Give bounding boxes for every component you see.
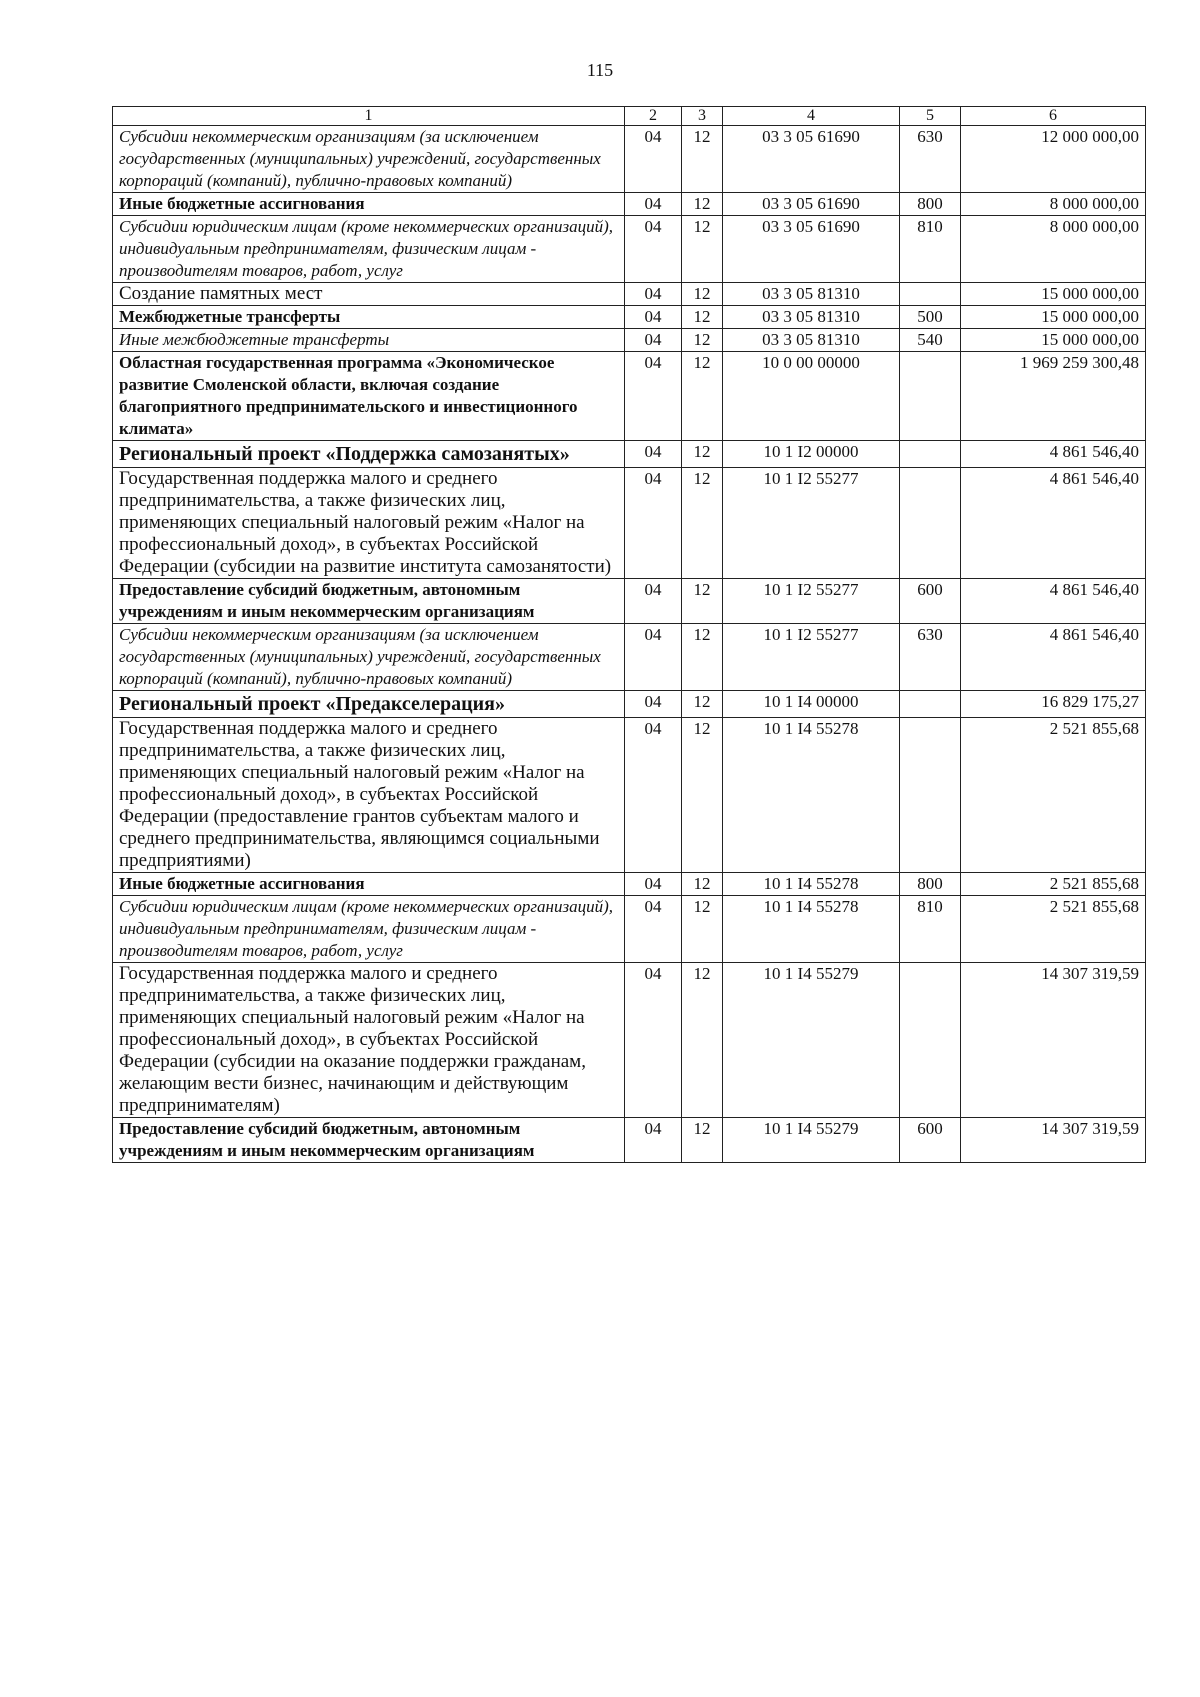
- table-row: [113, 1118, 1146, 1163]
- expense-type-cell: 540: [900, 329, 961, 352]
- row-name-cell: Иные бюджетные ассигнования: [113, 193, 625, 216]
- target-article-cell: 10 1 I4 55278: [723, 896, 900, 963]
- amount-cell: 15 000 000,00: [961, 306, 1146, 329]
- amount-cell: 2 521 855,68: [961, 896, 1146, 963]
- subsection-code-cell: 12: [682, 468, 723, 579]
- amount-cell: 2 521 855,68: [961, 718, 1146, 873]
- amount-cell: 8 000 000,00: [961, 216, 1146, 283]
- table-row: [113, 718, 1146, 873]
- table-row: [113, 329, 1146, 352]
- target-article-cell: 03 3 05 61690: [723, 126, 900, 193]
- table-row: [113, 896, 1146, 963]
- section-code-cell: 04: [625, 1118, 682, 1163]
- table-row: [113, 193, 1146, 216]
- subsection-code-cell: 12: [682, 873, 723, 896]
- target-article-cell: 03 3 05 61690: [723, 216, 900, 283]
- expense-type-cell: [900, 691, 961, 718]
- amount-cell: 4 861 546,40: [961, 624, 1146, 691]
- target-article-cell: 03 3 05 61690: [723, 193, 900, 216]
- row-name-cell: Межбюджетные трансферты: [113, 306, 625, 329]
- target-article-cell: 03 3 05 81310: [723, 283, 900, 306]
- table-row: [113, 283, 1146, 306]
- table-row: [113, 873, 1146, 896]
- row-name-cell: Иные бюджетные ассигнования: [113, 873, 625, 896]
- target-article-cell: 10 1 I2 55277: [723, 468, 900, 579]
- subsection-code-cell: 12: [682, 193, 723, 216]
- section-code-cell: 04: [625, 329, 682, 352]
- section-code-cell: 04: [625, 873, 682, 896]
- expense-type-cell: 810: [900, 216, 961, 283]
- table-row: [113, 468, 1146, 579]
- expense-type-cell: [900, 718, 961, 873]
- expense-type-cell: [900, 468, 961, 579]
- expense-type-cell: [900, 283, 961, 306]
- table-row: [113, 963, 1146, 1118]
- target-article-cell: 03 3 05 81310: [723, 306, 900, 329]
- amount-cell: 16 829 175,27: [961, 691, 1146, 718]
- target-article-cell: 10 1 I2 00000: [723, 441, 900, 468]
- amount-cell: 2 521 855,68: [961, 873, 1146, 896]
- expense-type-cell: 810: [900, 896, 961, 963]
- table-row: [113, 579, 1146, 624]
- column-header: 1: [113, 107, 625, 126]
- section-code-cell: 04: [625, 216, 682, 283]
- column-header: 5: [900, 107, 961, 126]
- section-code-cell: 04: [625, 468, 682, 579]
- target-article-cell: 10 0 00 00000: [723, 352, 900, 441]
- row-name-cell: Иные межбюджетные трансферты: [113, 329, 625, 352]
- expense-type-cell: 630: [900, 126, 961, 193]
- subsection-code-cell: 12: [682, 691, 723, 718]
- amount-cell: 15 000 000,00: [961, 283, 1146, 306]
- row-name-cell: Субсидии юридическим лицам (кроме некоммерческих организаций), индивидуальным предпринимателям, физическим лицам - производителям товаров, работ, услуг: [113, 896, 625, 963]
- amount-cell: 15 000 000,00: [961, 329, 1146, 352]
- target-article-cell: 10 1 I4 00000: [723, 691, 900, 718]
- section-code-cell: 04: [625, 579, 682, 624]
- amount-cell: 1 969 259 300,48: [961, 352, 1146, 441]
- column-header: 3: [682, 107, 723, 126]
- target-article-cell: 10 1 I4 55279: [723, 963, 900, 1118]
- budget-table: [112, 106, 1146, 1163]
- subsection-code-cell: 12: [682, 718, 723, 873]
- table-row: [113, 352, 1146, 441]
- target-article-cell: 10 1 I4 55279: [723, 1118, 900, 1163]
- row-name-cell: Государственная поддержка малого и среднего предпринимательства, а также физических лиц, применяющих специальный налоговый режим «Налог на профессиональный доход», в субъектах Российской Федерации (субсидии на развитие института самозанятости): [113, 468, 625, 579]
- section-code-cell: 04: [625, 126, 682, 193]
- amount-cell: 14 307 319,59: [961, 1118, 1146, 1163]
- row-name-cell: Субсидии некоммерческим организациям (за исключением государственных (муниципальных) учреждений, государственных корпораций (компаний), публично-правовых компаний): [113, 624, 625, 691]
- section-code-cell: 04: [625, 352, 682, 441]
- table-row: [113, 624, 1146, 691]
- expense-type-cell: 600: [900, 579, 961, 624]
- subsection-code-cell: 12: [682, 329, 723, 352]
- amount-cell: 14 307 319,59: [961, 963, 1146, 1118]
- section-code-cell: 04: [625, 193, 682, 216]
- amount-cell: 12 000 000,00: [961, 126, 1146, 193]
- row-name-cell: Субсидии некоммерческим организациям (за исключением государственных (муниципальных) учреждений, государственных корпораций (компаний), публично-правовых компаний): [113, 126, 625, 193]
- subsection-code-cell: 12: [682, 624, 723, 691]
- row-name-cell: Региональный проект «Поддержка самозанятых»: [113, 441, 625, 468]
- section-code-cell: 04: [625, 963, 682, 1118]
- expense-type-cell: 600: [900, 1118, 961, 1163]
- expense-type-cell: 500: [900, 306, 961, 329]
- expense-type-cell: [900, 352, 961, 441]
- subsection-code-cell: 12: [682, 441, 723, 468]
- target-article-cell: 10 1 I2 55277: [723, 579, 900, 624]
- section-code-cell: 04: [625, 441, 682, 468]
- row-name-cell: Предоставление субсидий бюджетным, автономным учреждениям и иным некоммерческим организациям: [113, 1118, 625, 1163]
- section-code-cell: 04: [625, 718, 682, 873]
- amount-cell: 4 861 546,40: [961, 579, 1146, 624]
- column-header: 2: [625, 107, 682, 126]
- row-name-cell: Государственная поддержка малого и среднего предпринимательства, а также физических лиц, применяющих специальный налоговый режим «Налог на профессиональный доход», в субъектах Российской Федерации (предоставление грантов субъектам малого и среднего предпринимательства, являющимся социальными предприятиями): [113, 718, 625, 873]
- table-row: [113, 306, 1146, 329]
- section-code-cell: 04: [625, 306, 682, 329]
- subsection-code-cell: 12: [682, 352, 723, 441]
- table-row: [113, 126, 1146, 193]
- expense-type-cell: 800: [900, 193, 961, 216]
- page-number: 115: [586, 60, 614, 80]
- table-row: [113, 441, 1146, 468]
- table-row: [113, 216, 1146, 283]
- amount-cell: 8 000 000,00: [961, 193, 1146, 216]
- row-name-cell: Субсидии юридическим лицам (кроме некоммерческих организаций), индивидуальным предпринимателям, физическим лицам - производителям товаров, работ, услуг: [113, 216, 625, 283]
- subsection-code-cell: 12: [682, 963, 723, 1118]
- expense-type-cell: 630: [900, 624, 961, 691]
- column-header: 4: [723, 107, 900, 126]
- row-name-cell: Областная государственная программа «Экономическое развитие Смоленской области, включая создание благоприятного предпринимательского и инвестиционного климата»: [113, 352, 625, 441]
- target-article-cell: 03 3 05 81310: [723, 329, 900, 352]
- subsection-code-cell: 12: [682, 126, 723, 193]
- row-name-cell: Создание памятных мест: [113, 283, 625, 306]
- subsection-code-cell: 12: [682, 283, 723, 306]
- expense-type-cell: 800: [900, 873, 961, 896]
- row-name-cell: Предоставление субсидий бюджетным, автономным учреждениям и иным некоммерческим организациям: [113, 579, 625, 624]
- subsection-code-cell: 12: [682, 579, 723, 624]
- row-name-cell: Государственная поддержка малого и среднего предпринимательства, а также физических лиц, применяющих специальный налоговый режим «Налог на профессиональный доход», в субъектах Российской Федерации (субсидии на оказание поддержки гражданам, желающим вести бизнес, начинающим и действующим предпринимателям): [113, 963, 625, 1118]
- table-header-row: [113, 107, 1146, 126]
- subsection-code-cell: 12: [682, 896, 723, 963]
- section-code-cell: 04: [625, 283, 682, 306]
- section-code-cell: 04: [625, 624, 682, 691]
- row-name-cell: Региональный проект «Предакселерация»: [113, 691, 625, 718]
- section-code-cell: 04: [625, 896, 682, 963]
- table-body: [113, 126, 1146, 1163]
- subsection-code-cell: 12: [682, 1118, 723, 1163]
- amount-cell: 4 861 546,40: [961, 468, 1146, 579]
- column-header: 6: [961, 107, 1146, 126]
- target-article-cell: 10 1 I2 55277: [723, 624, 900, 691]
- subsection-code-cell: 12: [682, 216, 723, 283]
- expense-type-cell: [900, 963, 961, 1118]
- section-code-cell: 04: [625, 691, 682, 718]
- target-article-cell: 10 1 I4 55278: [723, 873, 900, 896]
- subsection-code-cell: 12: [682, 306, 723, 329]
- target-article-cell: 10 1 I4 55278: [723, 718, 900, 873]
- table-row: [113, 691, 1146, 718]
- expense-type-cell: [900, 441, 961, 468]
- amount-cell: 4 861 546,40: [961, 441, 1146, 468]
